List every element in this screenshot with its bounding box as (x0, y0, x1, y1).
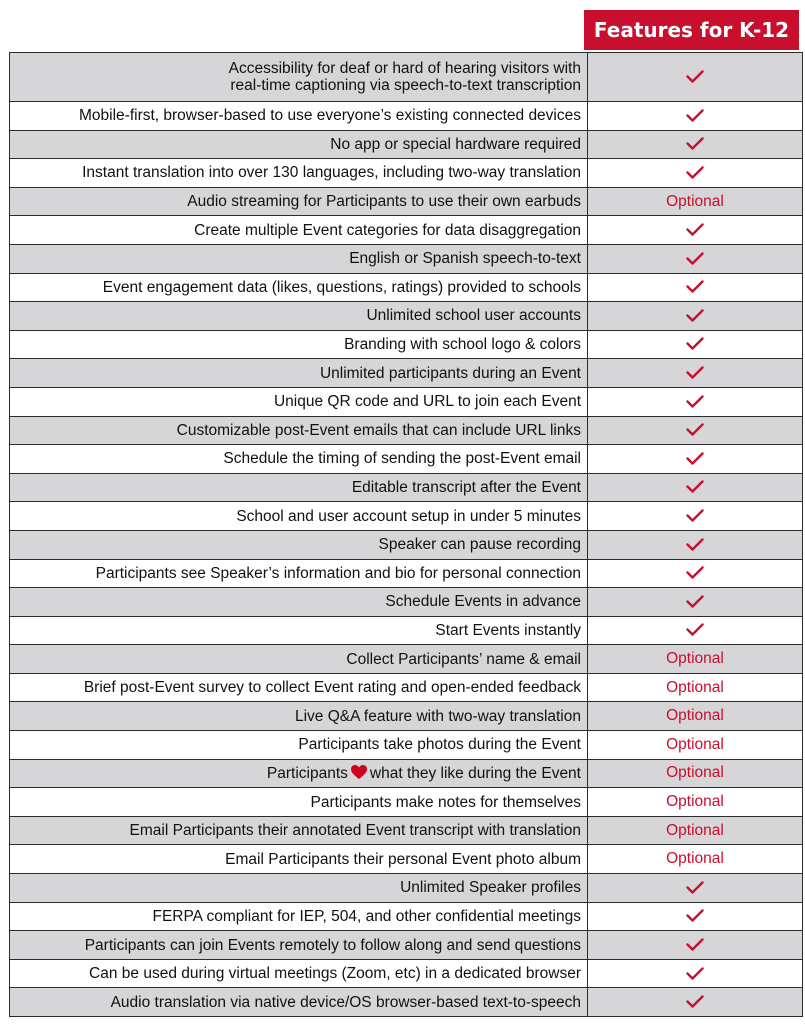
value-cell (588, 387, 803, 416)
feature-text: Mobile-first, browser-based to use everyone’s existing connected devices (79, 107, 581, 125)
table-row (10, 330, 803, 359)
feature-cell (10, 759, 588, 788)
table-row (10, 387, 803, 416)
checkmark-icon (686, 252, 704, 266)
table-row (10, 673, 803, 702)
value-cell (588, 759, 803, 788)
feature-cell (10, 159, 588, 188)
feature-cell (10, 931, 588, 960)
checkmark-icon (686, 166, 704, 180)
features-table (9, 52, 803, 1017)
value-cell (588, 874, 803, 903)
feature-text: Unique QR code and URL to join each Event (273, 393, 581, 411)
table-row (10, 874, 803, 903)
value-cell (588, 931, 803, 960)
feature-cell (10, 387, 588, 416)
feature-cell (10, 902, 588, 931)
feature-cell (10, 53, 588, 102)
feature-cell (10, 988, 588, 1017)
table-row (10, 187, 803, 216)
value-cell (588, 445, 803, 474)
optional-label: Optional (666, 821, 724, 839)
checkmark-icon (686, 452, 704, 466)
value-cell (588, 988, 803, 1017)
feature-text: No app or special hardware required (330, 135, 581, 153)
feature-text: Customizable post-Event emails that can include URL links (176, 421, 581, 439)
feature-text-continued: real-time captioning via speech-to-text transcription (230, 77, 581, 94)
feature-cell (10, 302, 588, 331)
feature-cell (10, 530, 588, 559)
table-row (10, 53, 803, 102)
optional-label: Optional (666, 678, 724, 696)
table-row (10, 845, 803, 874)
feature-cell (10, 130, 588, 159)
value-cell (588, 673, 803, 702)
feature-text: Schedule the timing of sending the post-Event email (223, 450, 581, 468)
value-cell (588, 187, 803, 216)
table-row (10, 159, 803, 188)
feature-text: Start Events instantly (435, 621, 581, 639)
feature-text: Email Participants their annotated Event transcript with translation (129, 822, 581, 840)
table-row (10, 988, 803, 1017)
table-row (10, 530, 803, 559)
feature-text: English or Spanish speech-to-text (349, 250, 581, 268)
feature-text-continued: what they like during the Event (369, 765, 581, 783)
value-cell (588, 616, 803, 645)
feature-cell (10, 102, 588, 131)
feature-cell (10, 273, 588, 302)
feature-text: Schedule Events in advance (385, 593, 581, 611)
table-row (10, 502, 803, 531)
feature-text: Audio streaming for Participants to use their own earbuds (187, 193, 581, 211)
value-cell (588, 645, 803, 674)
feature-cell (10, 788, 588, 817)
value-cell (588, 273, 803, 302)
table-row (10, 902, 803, 931)
table-row (10, 645, 803, 674)
value-cell (588, 559, 803, 588)
table-row (10, 102, 803, 131)
checkmark-icon (686, 223, 704, 237)
feature-text: Live Q&A feature with two-way translation (294, 707, 581, 725)
feature-text: Unlimited Speaker profiles (400, 879, 581, 897)
feature-text: Participants can join Events remotely to follow along and send questions (84, 936, 581, 954)
value-cell (588, 359, 803, 388)
optional-label: Optional (666, 793, 724, 811)
table-row (10, 302, 803, 331)
optional-label: Optional (666, 707, 724, 725)
value-cell (588, 902, 803, 931)
table-row (10, 959, 803, 988)
feature-text: Editable transcript after the Event (351, 479, 581, 497)
value-cell (588, 102, 803, 131)
feature-cell (10, 187, 588, 216)
table-row (10, 273, 803, 302)
feature-text: Accessibility for deaf or hard of hearing visitors with (228, 60, 581, 77)
feature-text: Participants see Speaker’s information and bio for personal connection (95, 564, 581, 582)
feature-text: Participants take photos during the Event (298, 736, 581, 754)
feature-text: Unlimited school user accounts (366, 307, 581, 325)
checkmark-icon (686, 967, 704, 981)
feature-text: Email Participants their personal Event photo album (225, 850, 581, 868)
feature-text: Event engagement data (likes, questions, ratings) provided to schools (102, 278, 581, 296)
table-row (10, 216, 803, 245)
feature-cell (10, 244, 588, 273)
value-cell (588, 502, 803, 531)
value-cell (588, 530, 803, 559)
feature-text: Branding with school logo & colors (344, 336, 581, 354)
table-row (10, 130, 803, 159)
feature-text: Collect Participants’ name & email (346, 650, 581, 668)
feature-text: Speaker can pause recording (378, 536, 581, 554)
feature-cell (10, 702, 588, 731)
feature-text: Instant translation into over 130 languages, including two-way translation (82, 164, 581, 182)
table-row (10, 759, 803, 788)
feature-cell (10, 502, 588, 531)
value-cell (588, 53, 803, 102)
column-header: Features for K-12 (584, 10, 799, 50)
value-cell (588, 702, 803, 731)
checkmark-icon (686, 881, 704, 895)
checkmark-icon (686, 423, 704, 437)
table-row (10, 588, 803, 617)
optional-label: Optional (666, 764, 724, 782)
table-row (10, 788, 803, 817)
table-row (10, 731, 803, 760)
checkmark-icon (686, 137, 704, 151)
feature-cell (10, 616, 588, 645)
table-row (10, 559, 803, 588)
table-row (10, 616, 803, 645)
optional-label: Optional (666, 192, 724, 210)
checkmark-icon (686, 995, 704, 1009)
feature-cell (10, 731, 588, 760)
feature-text: Create multiple Event categories for data disaggregation (194, 221, 581, 239)
value-cell (588, 216, 803, 245)
value-cell (588, 473, 803, 502)
checkmark-icon (686, 509, 704, 523)
checkmark-icon (686, 938, 704, 952)
feature-cell (10, 559, 588, 588)
feature-cell (10, 216, 588, 245)
checkmark-icon (686, 538, 704, 552)
value-cell (588, 330, 803, 359)
value-cell (588, 416, 803, 445)
feature-text: Can be used during virtual meetings (Zoom, etc) in a dedicated browser (89, 965, 581, 983)
value-cell (588, 731, 803, 760)
feature-cell (10, 874, 588, 903)
value-cell (588, 302, 803, 331)
table-row (10, 816, 803, 845)
value-cell (588, 788, 803, 817)
feature-cell (10, 816, 588, 845)
table-row (10, 702, 803, 731)
feature-cell (10, 845, 588, 874)
table-row (10, 445, 803, 474)
checkmark-icon (686, 480, 704, 494)
feature-cell (10, 359, 588, 388)
feature-text: Participants make notes for themselves (310, 793, 581, 811)
value-cell (588, 159, 803, 188)
checkmark-icon (686, 595, 704, 609)
feature-cell (10, 416, 588, 445)
checkmark-icon (686, 395, 704, 409)
feature-text: Audio translation via native device/OS browser-based text-to-speech (110, 993, 581, 1011)
checkmark-icon (686, 366, 704, 380)
feature-cell (10, 673, 588, 702)
feature-cell (10, 645, 588, 674)
heart-icon (350, 764, 368, 780)
feature-text: Brief post-Event survey to collect Event rating and open-ended feedback (83, 679, 581, 697)
feature-cell (10, 330, 588, 359)
table-row (10, 359, 803, 388)
value-cell (588, 816, 803, 845)
value-cell (588, 244, 803, 273)
checkmark-icon (686, 309, 704, 323)
checkmark-icon (686, 909, 704, 923)
feature-cell (10, 959, 588, 988)
checkmark-icon (686, 623, 704, 637)
checkmark-icon (686, 109, 704, 123)
checkmark-icon (686, 280, 704, 294)
table-row (10, 416, 803, 445)
value-cell (588, 959, 803, 988)
feature-cell (10, 473, 588, 502)
value-cell (588, 845, 803, 874)
checkmark-icon (686, 337, 704, 351)
optional-label: Optional (666, 850, 724, 868)
value-cell (588, 130, 803, 159)
feature-text: Unlimited participants during an Event (319, 364, 581, 382)
feature-text: Participants (266, 765, 348, 783)
checkmark-icon (686, 70, 704, 84)
checkmark-icon (686, 566, 704, 580)
feature-cell (10, 445, 588, 474)
feature-text: FERPA compliant for IEP, 504, and other confidential meetings (152, 907, 581, 925)
table-row (10, 473, 803, 502)
feature-cell (10, 588, 588, 617)
table-row (10, 244, 803, 273)
optional-label: Optional (666, 735, 724, 753)
feature-text: School and user account setup in under 5 minutes (236, 507, 581, 525)
table-row (10, 931, 803, 960)
optional-label: Optional (666, 650, 724, 668)
value-cell (588, 588, 803, 617)
